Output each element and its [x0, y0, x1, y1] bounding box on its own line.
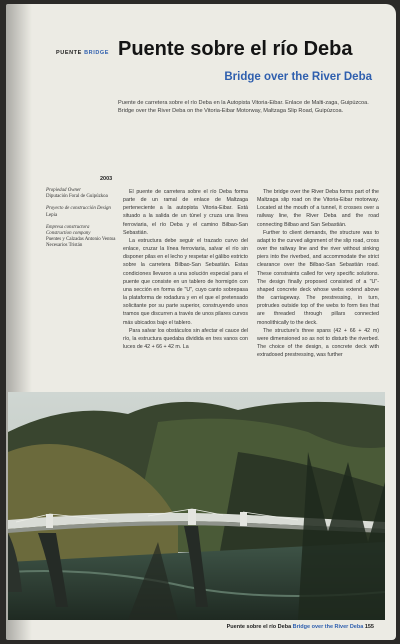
body-paragraph: La estructura debe seguir el trazado curvo del enlace, cruzar la línea ferroviaria, salvar el río sin disponer pilas en el lecho y respetar el gálibo estricto sobre la carretera Bilbao-San Sebastián. Estas condiciones llevaron a una solución especial para el puente que consiste en un tablero de hormigón con una sección en forma de "U", cuyo canto sobrepasa la plataforma de rodadura y en el que el pretensado solicitante por su parte superior, construyendo unos tramos que discurren a través de unos pilares curvos más ubicados bajo el tablero. [123, 237, 248, 326]
body-paragraph: The bridge over the River Deba forms part of the Maltzaga slip road on the Vitoria-Eibar motorway. Located at the mouth of a tunnel, it crosses over a railway line, the River Deba and the road connecting Bilbao and San Sebastián. [257, 189, 379, 228]
body-paragraph: Para salvar los obstáculos sin afectar el cauce del río, la estructura quedaba dividida en tres vanos con luces de 42 + 66 + 42 m. La [123, 327, 248, 350]
section-label [56, 50, 109, 56]
footer-title-english: Bridge over the River Deba [292, 624, 364, 630]
section-accent: BRIDGE [84, 50, 110, 56]
credit-value: Puentes y Calzadas Antonio Ventoa Necesarios Tristán [46, 237, 116, 249]
magazine-page [6, 4, 396, 640]
page-title-spanish: Puente sobre el río Deba [118, 38, 353, 60]
credit-owner [46, 188, 116, 200]
body-paragraph: El puente de carretera sobre el río Deba forma parte de un ramal de enlace de Maltzaga perteneciente a la autopista Vitoria-Eibar. Está situado a la salida de un túnel y cruza una línea ferroviaria, el río Deba y el camino Bilbao-San Sebastián. [123, 189, 248, 236]
credit-design [46, 206, 116, 218]
project-credits [46, 188, 116, 256]
credit-contractor [46, 225, 116, 250]
credit-value: Lepia [46, 212, 58, 218]
section-word: PUENTE [56, 50, 82, 56]
page-title-english: Bridge over the River Deba [224, 71, 372, 83]
intro-paragraph: Puente de carretera sobre el río Deba en la Autopista Vitoria-Eibar. Enlace de Malti-zaga, Guipúzcoa. Bridge over the River Deba on the Vitoria-Eibar Motorway, Maltzaga Slip Road, Guipúzcoa. [118, 100, 369, 115]
body-column-english [257, 188, 379, 359]
credit-label: Propiedad Owner [46, 188, 82, 193]
page-footer [227, 624, 374, 630]
project-year: 2003 [100, 176, 113, 182]
credit-label: Empresa constructora Construction company [46, 224, 91, 237]
bridge-photo [8, 392, 385, 620]
credit-label: Proyecto de construcción Design [46, 206, 111, 212]
footer-title-spanish: Puente sobre el río Deba [226, 624, 292, 630]
credit-value: Diputación Foral de Guipúzkoa [46, 194, 108, 200]
bridge-photo-illustration [8, 392, 385, 620]
page-number: 155 [364, 624, 374, 630]
body-paragraph: The structure's three spans (42 + 66 + 42 m) were dimensioned so as not to disturb the riverbed. The choice of the design, a concrete deck with extradosed prestressing, was further [257, 327, 379, 359]
body-column-spanish [123, 188, 248, 351]
body-paragraph: Further to client demands, the structure was to adapt to the curved alignment of the slip road, cross over the railway line and the river without sinking piers into the riverbed, and accommodate the strict clearance over the Bilbao-San Sebastián road. These constraints called for very specific solutions. The design finally proposed consisted of a "U"-shaped concrete deck whose webs extend above the carriageway. The prestressing, in turn, protrudes outside top of the webs to form ties that are threaded through pillars connected monolithically to the deck. [257, 229, 379, 326]
